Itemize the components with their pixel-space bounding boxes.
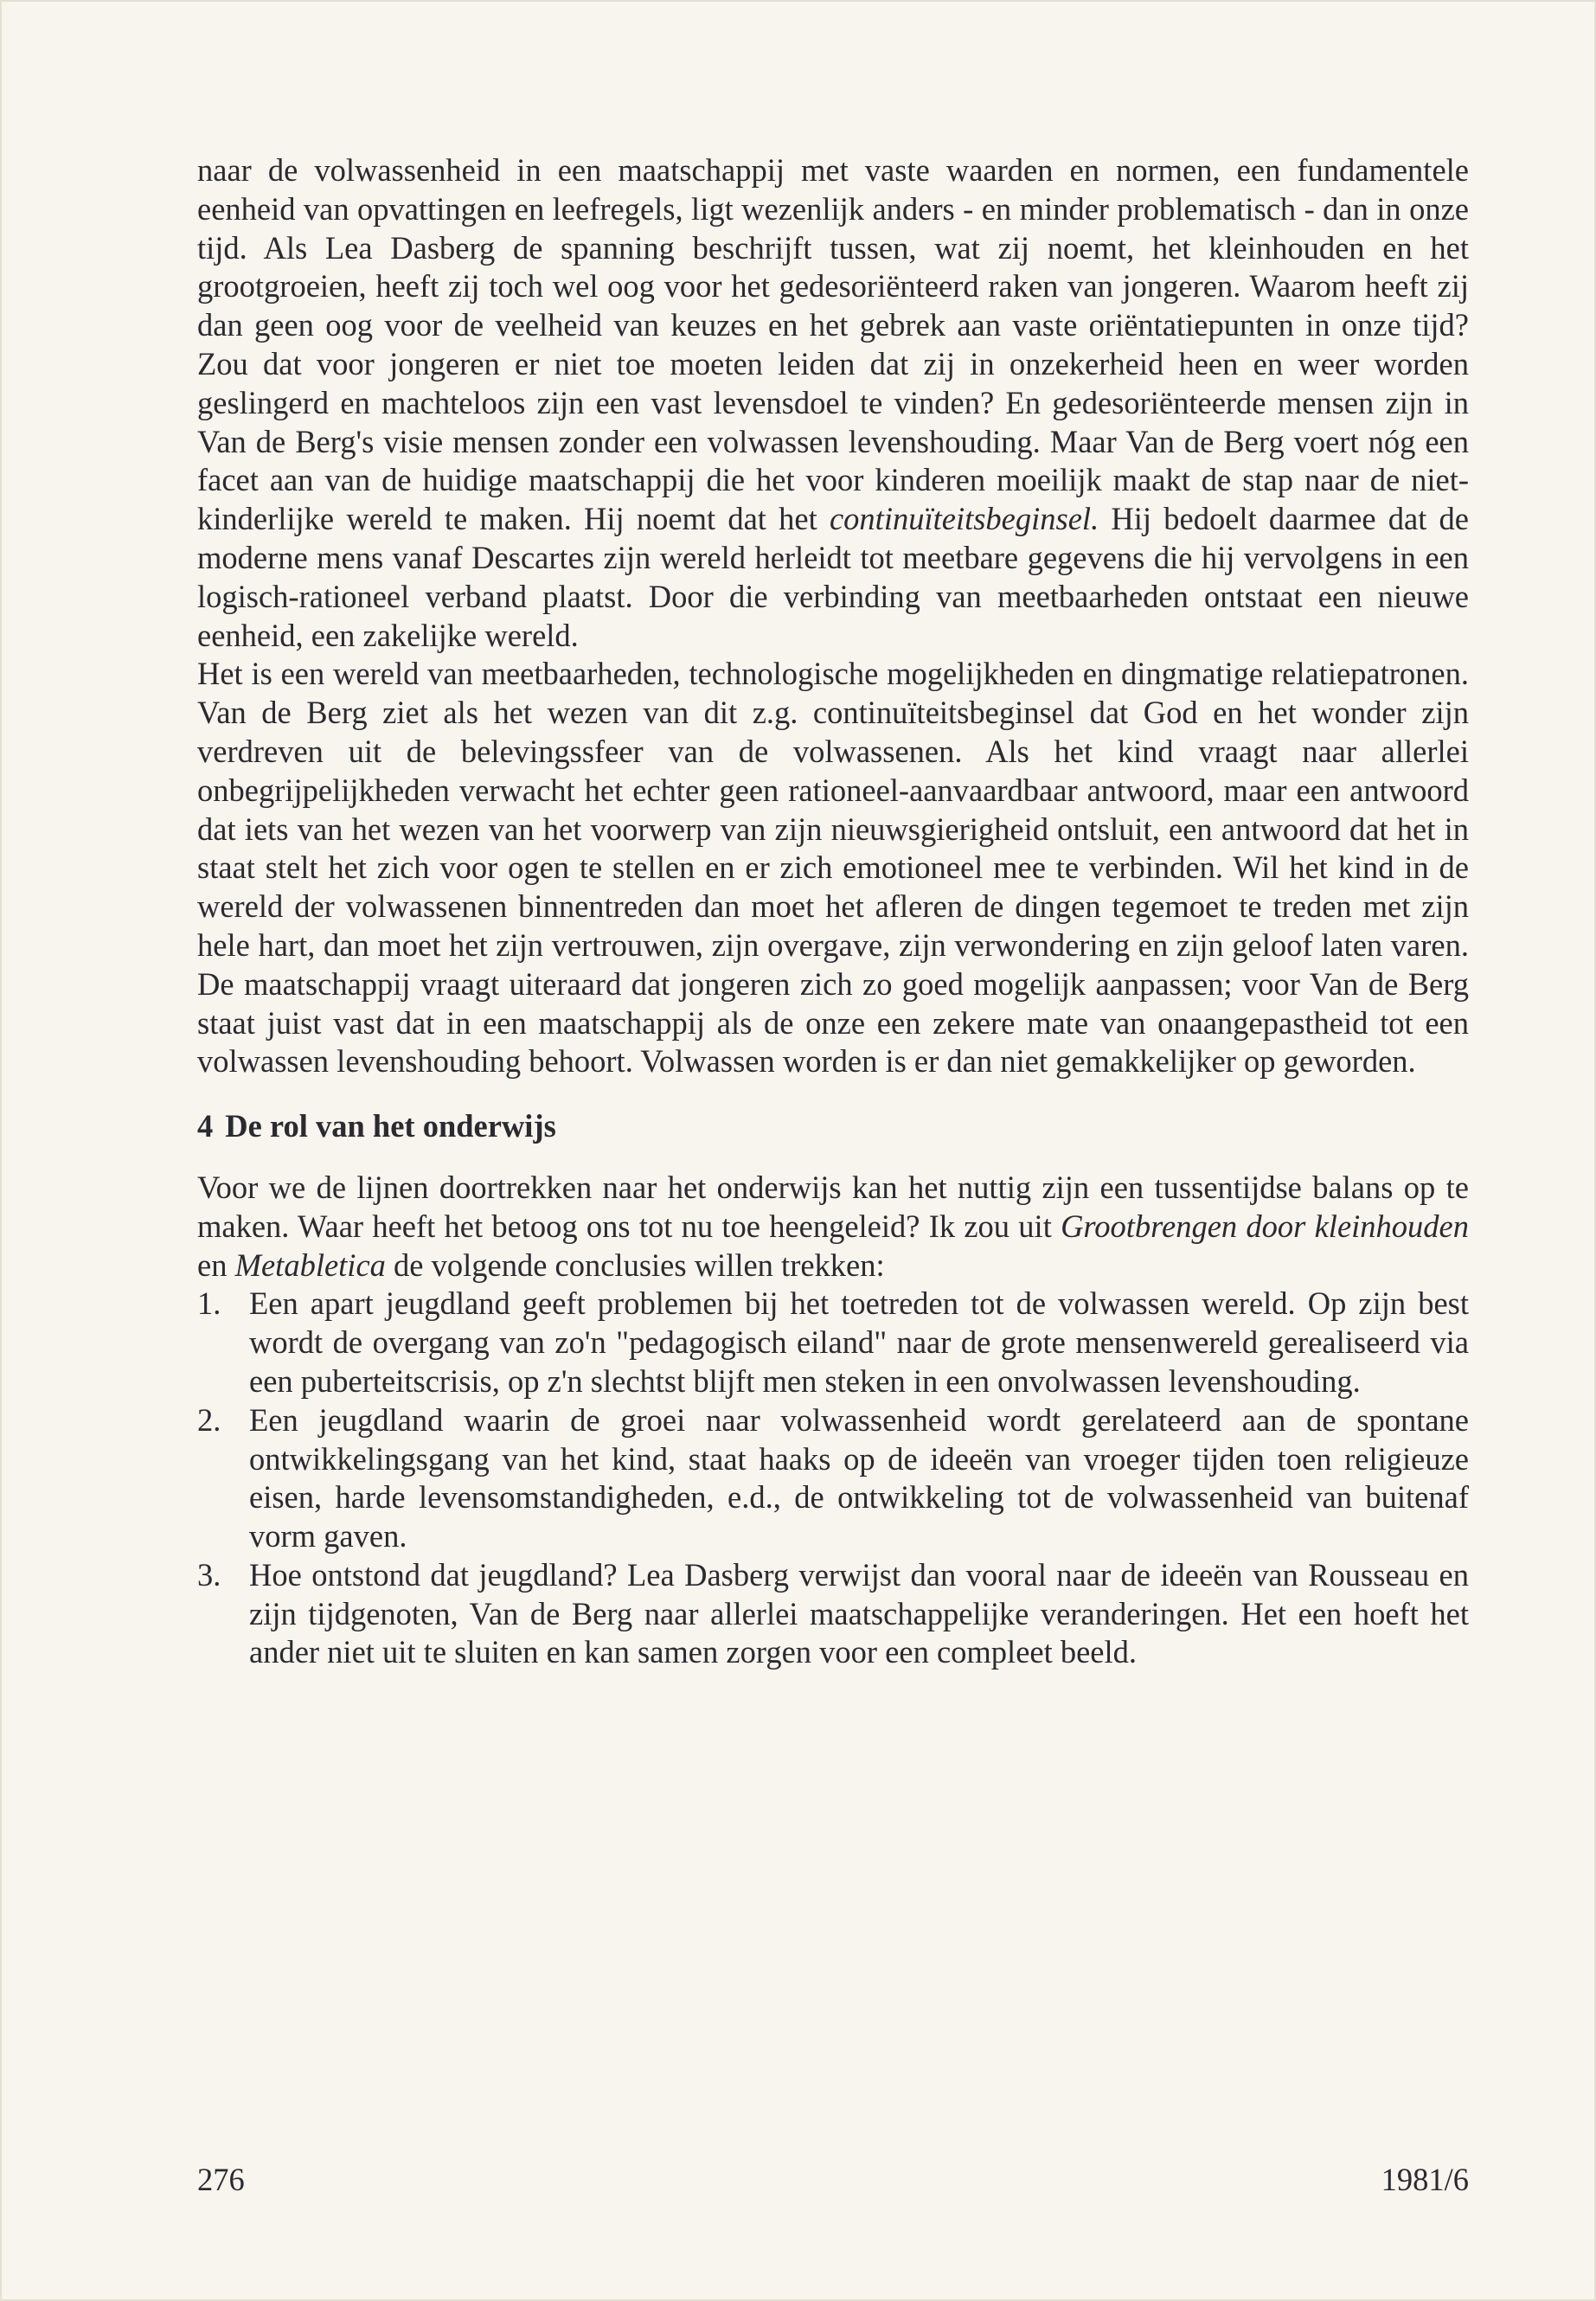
issue-number: 1981/6: [1381, 2162, 1469, 2197]
page-number: 276: [197, 2162, 245, 2197]
section-heading: [197, 1107, 1469, 1146]
section-title: De rol van het onderwijs: [225, 1108, 556, 1144]
body-text: [197, 151, 1469, 1672]
page-footer: [197, 2161, 1469, 2198]
list-marker: 1.: [197, 1285, 221, 1322]
list-item: 3. Hoe ontstond dat jeugdland? Lea Dasberg verwijst dan vooral naar de ideeën van Rousseau en zijn tijdgenoten, Van de Berg naar allerlei maatschappelijke veranderingen. Het een hoeft het ander niet uit te sluiten en kan samen zorgen voor een compleet beeld.: [197, 1556, 1469, 1670]
book-title-metabletica: Metabletica: [234, 1247, 386, 1283]
section-number: 4: [197, 1108, 214, 1144]
list-item: 1. Een apart jeugdland geeft problemen bij het toetreden tot de volwassen wereld. Op zijn best wordt de overgang van zo'n "pedagogisch eiland" naar de grote mensenwereld gerealiseerd via een puberteitscrisis, op z'n slechtst blijft men steken in een onvolwassen levenshouding.: [197, 1285, 1469, 1399]
list-marker: 2.: [197, 1401, 221, 1438]
paragraph-2: Het is een wereld van meetbaarheden, technologische mogelijkheden en dingmatige relatiepatronen. Van de Berg ziet als het wezen van dit z.g. continuïteitsbeginsel dat God en het wonder zijn verdreven uit de belevingssfeer van de volwassenen. Als het kind vraagt naar allerlei onbegrijpelijkheden verwacht het echter geen rationeel-aanvaardbaar antwoord, maar een antwoord dat iets van het wezen van het voorwerp van zijn nieuwsgierigheid ontsluit, een antwoord dat het in staat stelt het zich voor ogen te stellen en er zich emotioneel mee te verbinden. Wil het kind in de wereld der volwassenen binnentreden dan moet het afleren de dingen tegemoet te treden met zijn hele hart, dan moet het zijn vertrouwen, zijn overgave, zijn verwondering en zijn geloof laten varen. De maatschappij vraagt uiteraard dat jongeren zich zo goed mogelijk aanpassen; voor Van de Berg staat juist vast dat in een maatschappij als de onze een zekere mate van onaangepastheid tot een volwassen levenshouding behoort. Volwassen worden is er dan niet gemakkelijker op geworden.: [197, 656, 1469, 1080]
paragraph-1: naar de volwassenheid in een maatschappij met vaste waarden en normen, een fundamentele eenheid van opvattingen en leefregels, ligt wezenlijk anders - en minder problematisch - dan in onze tijd. Als Lea Dasberg de spanning beschrijft tussen, wat zij noemt, het kleinhouden en het grootgroeien, heeft zij toch wel oog voor het gedesoriënteerd raken van jongeren. Waarom heeft zij dan geen oog voor de veelheid van keuzes en het gebrek aan vaste oriëntatiepunten in onze tijd? Zou dat voor jongeren er niet toe moeten leiden dat zij in onzekerheid heen en weer worden geslingerd en machteloos zijn een vast levensdoel te vinden? En gedesoriënteerde mensen zijn in Van de Berg's visie mensen zonder een volwassen levenshouding. Maar Van de Berg voert nóg een facet aan van de huidige maatschappij die het voor kinderen moeilijk maakt de stap naar de niet-kinderlijke wereld te maken. Hij noemt dat het continuïteitsbeginsel. Hij bedoelt daarmee dat de moderne mens vanaf Descartes zijn wereld herleidt tot meetbare gegevens die hij vervolgens in een logisch-rationeel verband plaatst. Door die verbinding van meetbaarheden ontstaat een nieuwe eenheid, een zakelijke wereld.: [197, 152, 1469, 653]
conclusions-list: [197, 1285, 1469, 1672]
list-item: 2. Een jeugdland waarin de groei naar volwassenheid wordt gerelateerd aan de spontane ontwikkelingsgang van het kind, staat haaks op de ideeën van vroeger tijden toen religieuze eisen, harde levensomstandigheden, e.d., de ontwikkeling tot de volwassenheid van buitenaf vorm gaven.: [197, 1401, 1469, 1554]
paragraph-3: Voor we de lijnen doortrekken naar het onderwijs kan het nuttig zijn een tussentijdse balans op te maken. Waar heeft het betoog ons tot nu toe heengeleid? Ik zou uit Grootbrengen door kleinhouden en Metabletica de volgende conclusies willen trekken:: [197, 1169, 1469, 1283]
list-marker: 3.: [197, 1556, 221, 1593]
book-title-grootbrengen: Grootbrengen door kleinhouden: [1061, 1208, 1469, 1244]
term-continuiteitsbeginsel: continuïteitsbeginsel.: [829, 501, 1099, 537]
